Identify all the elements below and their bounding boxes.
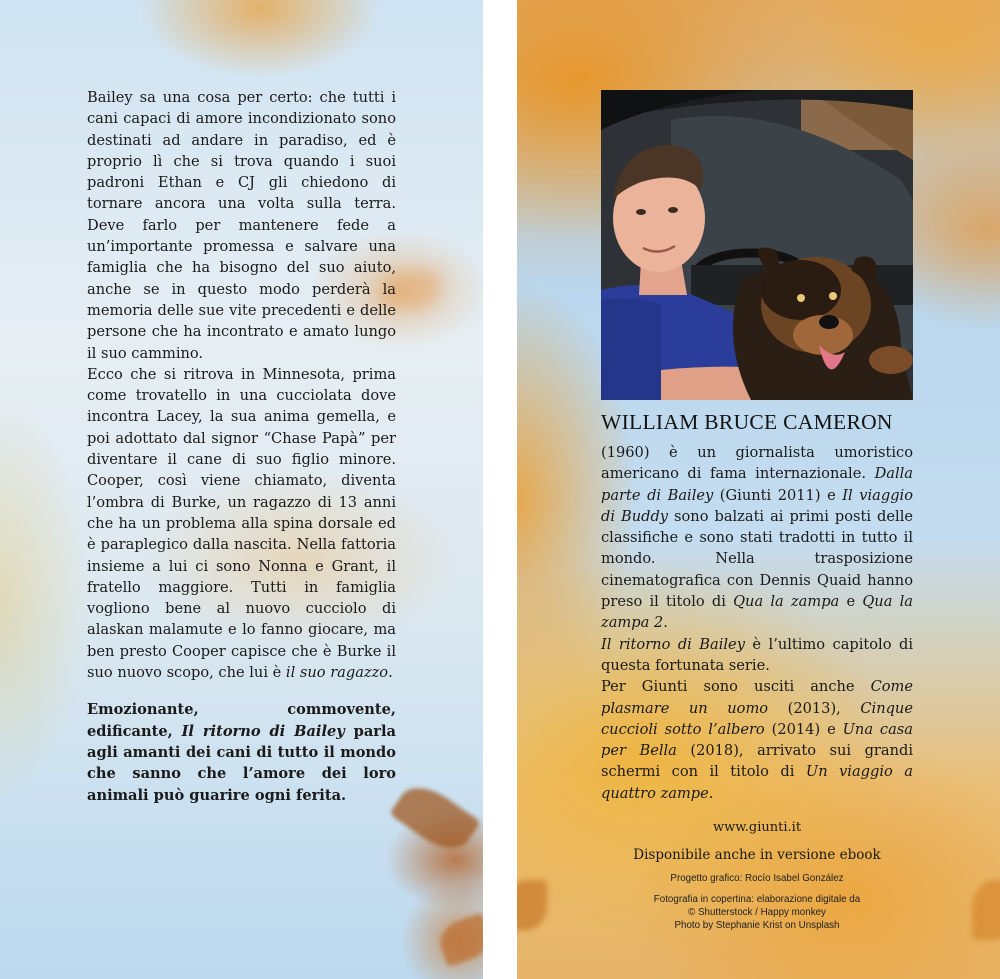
- photo-credit-line-1: Fotografia in copertina: elaborazione digitale da: [653, 894, 861, 905]
- left-flap: [0, 0, 483, 979]
- book-title-italic: Il ritorno di Bailey: [181, 722, 345, 740]
- synopsis-italic-phrase: il suo ragazzo: [285, 664, 389, 682]
- author-name: WILLIAM BRUCE CAMERON: [601, 410, 893, 434]
- autumn-leaf-decoration: [517, 880, 547, 930]
- photo-credit-line-3: Photo by Stephanie Krist on Unsplash: [674, 920, 840, 931]
- synopsis-tagline: Emozionante, commovente, edificante, Il ritorno di Bailey parla agli amanti dei cani di tutto il mondo che sanno che l’amore dei loro animali può guarire ogni ferita.: [87, 701, 396, 804]
- author-with-dog-illustration: [601, 90, 913, 400]
- colophon: [601, 820, 913, 932]
- bio-paragraph-2: Il ritorno di Bailey è l’ultimo capitolo di questa fortunata serie.: [601, 635, 913, 674]
- autumn-leaf-decoration: [435, 913, 483, 968]
- right-flap: [517, 0, 1000, 979]
- synopsis-paragraph-1: Bailey sa una cosa per certo: che tutti i cani capaci di amore incondizionato sono destinati ad andare in paradiso, ed è proprio lì che si trova quando i suoi padroni Ethan e CJ gli chiedono di tornare ancora una volta sulla terra. Deve farlo per mantenere fede a un’importante promessa e salvare una famiglia che ha bisogno del suo aiuto, anche se in questo modo perderà la memoria delle sue vite precedenti e delle persone che ha incontrato e amato lungo il suo cammino.: [87, 89, 396, 362]
- synopsis-paragraph-2: Ecco che si ritrova in Minnesota, prima come trovatello in una cucciolata dove incontra Lacey, la sua anima gemella, e poi adottato dal signor “Chase Papà” per diventare il cane di suo figlio minore. Cooper, così viene chiamato, diventa l’ombra di Burke, un ragazzo di 13 anni che ha un problema alla spina dorsale ed è paraplegico dalla nascita. Nella fattoria insieme a lui ci sono Nonna e Grant, il fratello maggiore. Tutti in famiglia vogliono bene al nuovo cucciolo di alaskan malamute e lo fanno giocare, ma ben presto Cooper capisce che è Burke il suo nuovo scopo, che lui è il suo ragazzo.: [87, 365, 396, 682]
- author-photo: [601, 90, 913, 400]
- bio-paragraph-3: Per Giunti sono usciti anche Come plasmare un uomo (2013), Cinque cuccioli sotto l’albero (2014) e Una casa per Bella (2018), arrivato sui grandi schermi con il titolo di Un viaggio a quattro zampe.: [601, 678, 913, 802]
- ebook-availability-note: Disponibile anche in versione ebook: [633, 847, 881, 863]
- design-credit: Progetto grafico: Rocío Isabel González: [670, 873, 844, 884]
- autumn-leaf-decoration: [972, 880, 1000, 940]
- bio-paragraph-1: (1960) è un giornalista umoristico americano di fama internazionale. Dalla parte di Bailey (Giunti 2011) e Il viaggio di Buddy sono balzati ai primi posti delle classifiche e sono stati tradotti in tutto il mondo. Nella trasposizione cinematografica con Dennis Quaid hanno preso il titolo di Qua la zampa e Qua la zampa 2.: [601, 444, 913, 632]
- publisher-website: www.giunti.it: [712, 820, 802, 835]
- book-synopsis: [87, 87, 396, 806]
- autumn-leaf-decoration: [389, 776, 481, 860]
- author-biography: [601, 442, 913, 804]
- photo-credit-line-2: © Shutterstock / Happy monkey: [688, 907, 826, 918]
- credits: [601, 872, 913, 932]
